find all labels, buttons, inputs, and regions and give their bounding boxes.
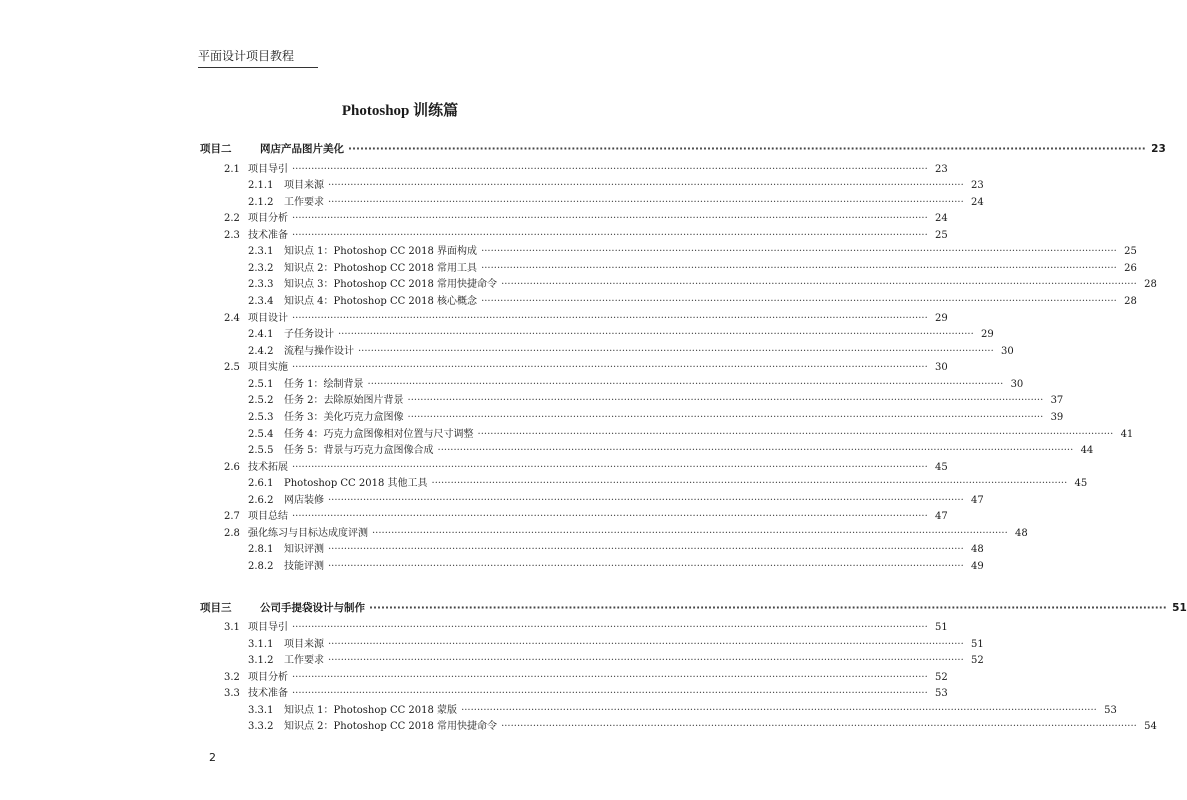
- toc-leader-dots: ········································································································································································································: [328, 180, 964, 191]
- toc-number: 2.4.1: [248, 329, 274, 340]
- section-title: Photoshop 训练篇: [341, 103, 459, 119]
- toc-entry: [248, 702, 1117, 718]
- toc-title: 知识点 3：Photoshop CC 2018 常用快捷命令: [284, 279, 498, 290]
- toc-number: 2.3.3: [248, 279, 274, 290]
- toc-leader-dots: ········································································································································································································: [437, 445, 1074, 456]
- toc-project-heading: [200, 140, 1166, 156]
- toc-title: 网店装修: [284, 495, 324, 506]
- toc-page-number: 54: [1144, 721, 1157, 732]
- toc-leader-dots: ········································································································································································································: [501, 721, 1137, 732]
- toc-entry: [248, 276, 1157, 292]
- toc-page-number: 53: [935, 688, 948, 699]
- toc-leader-dots: ········································································································································································································: [501, 279, 1137, 290]
- toc-leader-dots: ········································································································································································································: [292, 164, 928, 175]
- toc-page-number: 53: [1104, 705, 1117, 716]
- toc-title: 任务 1：绘制背景: [284, 379, 364, 390]
- toc-page-number: 29: [935, 313, 948, 324]
- toc-project-heading: [200, 599, 1187, 615]
- toc-page-number: 30: [1010, 379, 1024, 390]
- toc-page-number: 45: [1074, 478, 1088, 489]
- toc-leader-dots: ········································································································································································································: [481, 263, 1117, 274]
- toc-number: 2.3.4: [248, 296, 274, 307]
- toc-page-number: 44: [1080, 445, 1094, 456]
- toc-entry: [248, 426, 1134, 442]
- toc-title: 任务 5：背景与巧克力盒图像合成: [284, 445, 434, 456]
- toc-page-number: 37: [1050, 395, 1064, 406]
- toc-entry: [248, 652, 984, 668]
- toc-entry: [224, 210, 948, 226]
- toc-leader-dots: ········································································································································································································: [328, 495, 964, 506]
- toc-title: 技能评测: [284, 561, 324, 572]
- toc-leader-dots: ········································································································································································································: [292, 511, 928, 522]
- toc-title: 项目设计: [248, 313, 288, 324]
- toc-entry: [224, 685, 948, 701]
- toc-title: 流程与操作设计: [284, 346, 354, 357]
- toc-entry: [224, 161, 948, 177]
- toc-leader-dots: ········································································································································································································: [328, 655, 964, 666]
- toc-number: 3.1.1: [248, 639, 274, 650]
- toc-number: 2.6.2: [248, 495, 274, 506]
- toc-number: 3.1: [224, 622, 240, 633]
- toc-title: 网店产品图片美化: [260, 143, 344, 155]
- toc-leader-dots: ········································································································································································································: [292, 672, 928, 683]
- toc-number: 2.5: [224, 362, 240, 373]
- toc-title: 工作要求: [284, 197, 324, 208]
- toc-page-number: 51: [971, 639, 984, 650]
- toc-title: 技术拓展: [248, 462, 288, 473]
- toc-leader-dots: ········································································································································································································: [292, 622, 928, 633]
- toc-page-number: 28: [1144, 279, 1157, 290]
- toc-entry: [248, 194, 984, 210]
- toc-title: 公司手提袋设计与制作: [260, 602, 365, 614]
- toc-title: 项目分析: [248, 213, 288, 224]
- toc-title: 技术准备: [248, 230, 288, 241]
- toc-page-number: 51: [935, 622, 948, 633]
- toc-page-number: 45: [935, 462, 948, 473]
- toc-page-number: 23: [935, 164, 948, 175]
- toc-title: 项目来源: [284, 639, 324, 650]
- toc-entry: [248, 293, 1137, 309]
- toc-page-number: 39: [1050, 412, 1064, 423]
- toc-leader-dots: ········································································································································································································: [348, 143, 1146, 155]
- toc-number: 2.2: [224, 213, 240, 224]
- toc-number: 2.8: [224, 528, 240, 539]
- toc-number: 2.5.5: [248, 445, 274, 456]
- toc-page-number: 48: [971, 544, 984, 555]
- toc-number: 2.3.2: [248, 263, 274, 274]
- toc-title: 项目来源: [284, 180, 324, 191]
- toc-number: 2.5.1: [248, 379, 274, 390]
- running-header: 平面设计项目教程: [198, 47, 318, 68]
- toc-entry: [248, 326, 994, 342]
- toc-page-number: 29: [981, 329, 994, 340]
- toc-leader-dots: ········································································································································································································: [328, 197, 964, 208]
- toc-entry: [248, 177, 984, 193]
- toc-leader-dots: ········································································································································································································: [481, 246, 1117, 257]
- toc-number: 3.1.2: [248, 655, 274, 666]
- toc-page-number: 28: [1124, 296, 1137, 307]
- toc-leader-dots: ········································································································································································································: [477, 429, 1114, 440]
- toc-title: 知识评测: [284, 544, 324, 555]
- toc-number: 3.3: [224, 688, 240, 699]
- toc-entry: [248, 636, 984, 652]
- toc-title: 强化练习与目标达成度评测: [248, 528, 368, 539]
- toc-title: 项目导引: [248, 622, 288, 633]
- toc-page-number: 23: [1151, 143, 1166, 155]
- toc-leader-dots: ········································································································································································································: [358, 346, 994, 357]
- toc-title: 项目总结: [248, 511, 288, 522]
- toc-page-number: 25: [935, 230, 948, 241]
- toc-number: 3.3.1: [248, 705, 274, 716]
- toc-entry: [248, 243, 1137, 259]
- toc-title: 项目分析: [248, 672, 288, 683]
- toc-page-number: 26: [1124, 263, 1137, 274]
- toc-title: 任务 3：美化巧克力盒图像: [284, 412, 404, 423]
- toc-leader-dots: ········································································································································································································: [292, 230, 928, 241]
- toc-leader-dots: ········································································································································································································: [328, 544, 964, 555]
- toc-leader-dots: ········································································································································································································: [461, 705, 1097, 716]
- toc-page-number: 47: [971, 495, 984, 506]
- toc-leader-dots: ········································································································································································································: [338, 329, 974, 340]
- toc-leader-dots: ········································································································································································································: [407, 395, 1044, 406]
- toc-number: 2.6.1: [248, 478, 274, 489]
- toc-page-number: 25: [1124, 246, 1137, 257]
- toc-number: 2.8.2: [248, 561, 274, 572]
- page-number: 2: [209, 751, 216, 764]
- toc-leader-dots: ········································································································································································································: [292, 688, 928, 699]
- toc-title: 知识点 1：Photoshop CC 2018 界面构成: [284, 246, 478, 257]
- toc-page-number: 47: [935, 511, 948, 522]
- toc-title: 技术准备: [248, 688, 288, 699]
- toc-number: 项目三: [200, 602, 232, 614]
- toc-entry: [248, 260, 1137, 276]
- toc-number: 2.1.2: [248, 197, 274, 208]
- toc-entry: [224, 619, 948, 635]
- toc-leader-dots: ········································································································································································································: [407, 412, 1044, 423]
- toc-entry: [248, 492, 984, 508]
- toc-title: Photoshop CC 2018 其他工具: [284, 478, 428, 489]
- toc-entry: [224, 669, 948, 685]
- toc-leader-dots: ········································································································································································································: [367, 379, 1004, 390]
- toc-number: 2.8.1: [248, 544, 274, 555]
- toc-number: 2.5.3: [248, 412, 274, 423]
- toc-leader-dots: ········································································································································································································: [481, 296, 1117, 307]
- toc-page-number: 24: [971, 197, 984, 208]
- toc-page-number: 23: [971, 180, 984, 191]
- toc-entry: [248, 558, 984, 574]
- toc-page-number: 24: [935, 213, 948, 224]
- toc-entry: [224, 227, 948, 243]
- toc-entry: [224, 459, 948, 475]
- toc-entry: [248, 409, 1064, 425]
- toc-entry: [224, 508, 948, 524]
- toc-number: 2.3.1: [248, 246, 274, 257]
- toc-number: 3.2: [224, 672, 240, 683]
- toc-title: 知识点 4：Photoshop CC 2018 核心概念: [284, 296, 478, 307]
- toc-number: 2.5.2: [248, 395, 274, 406]
- toc-page-number: 41: [1120, 429, 1134, 440]
- toc-entry: [248, 718, 1157, 734]
- toc-number: 2.4.2: [248, 346, 274, 357]
- toc-title: 知识点 2：Photoshop CC 2018 常用快捷命令: [284, 721, 498, 732]
- toc-page-number: 48: [1015, 528, 1028, 539]
- toc-entry: [248, 376, 1024, 392]
- toc-leader-dots: ········································································································································································································: [292, 213, 928, 224]
- toc-leader-dots: ········································································································································································································: [372, 528, 1008, 539]
- toc-title: 任务 4：巧克力盒图像相对位置与尺寸调整: [284, 429, 474, 440]
- toc-leader-dots: ········································································································································································································: [328, 639, 964, 650]
- toc-number: 2.7: [224, 511, 240, 522]
- toc-title: 工作要求: [284, 655, 324, 666]
- toc-page-number: 30: [1001, 346, 1014, 357]
- toc-title: 项目导引: [248, 164, 288, 175]
- toc-title: 项目实施: [248, 362, 288, 373]
- toc-entry: [248, 541, 984, 557]
- toc-number: 项目二: [200, 143, 232, 155]
- toc-entry: [224, 310, 948, 326]
- toc-page-number: 30: [935, 362, 948, 373]
- toc-page-number: 52: [971, 655, 984, 666]
- toc-leader-dots: ········································································································································································································: [292, 313, 928, 324]
- toc-leader-dots: ········································································································································································································: [292, 362, 928, 373]
- toc-page-number: 52: [935, 672, 948, 683]
- toc-number: 2.1: [224, 164, 240, 175]
- toc-title: 知识点 2：Photoshop CC 2018 常用工具: [284, 263, 478, 274]
- toc-entry: [224, 525, 1028, 541]
- toc-leader-dots: ········································································································································································································: [369, 602, 1167, 614]
- toc-title: 任务 2：去除原始图片背景: [284, 395, 404, 406]
- toc-number: 2.6: [224, 462, 240, 473]
- toc-number: 2.5.4: [248, 429, 274, 440]
- toc-entry: [224, 359, 948, 375]
- toc-title: 子任务设计: [284, 329, 334, 340]
- toc-number: 3.3.2: [248, 721, 274, 732]
- toc-entry: [248, 343, 1014, 359]
- toc-entry: [248, 392, 1064, 408]
- toc-number: 2.1.1: [248, 180, 274, 191]
- toc-entry: [248, 442, 1094, 458]
- toc-number: 2.3: [224, 230, 240, 241]
- toc-title: 知识点 1：Photoshop CC 2018 蒙版: [284, 705, 458, 716]
- toc-leader-dots: ········································································································································································································: [292, 462, 928, 473]
- toc-entry: [248, 475, 1088, 491]
- toc-page-number: 51: [1172, 602, 1187, 614]
- toc-page-number: 49: [971, 561, 984, 572]
- toc-leader-dots: ········································································································································································································: [431, 478, 1068, 489]
- toc-leader-dots: ········································································································································································································: [328, 561, 964, 572]
- toc-number: 2.4: [224, 313, 240, 324]
